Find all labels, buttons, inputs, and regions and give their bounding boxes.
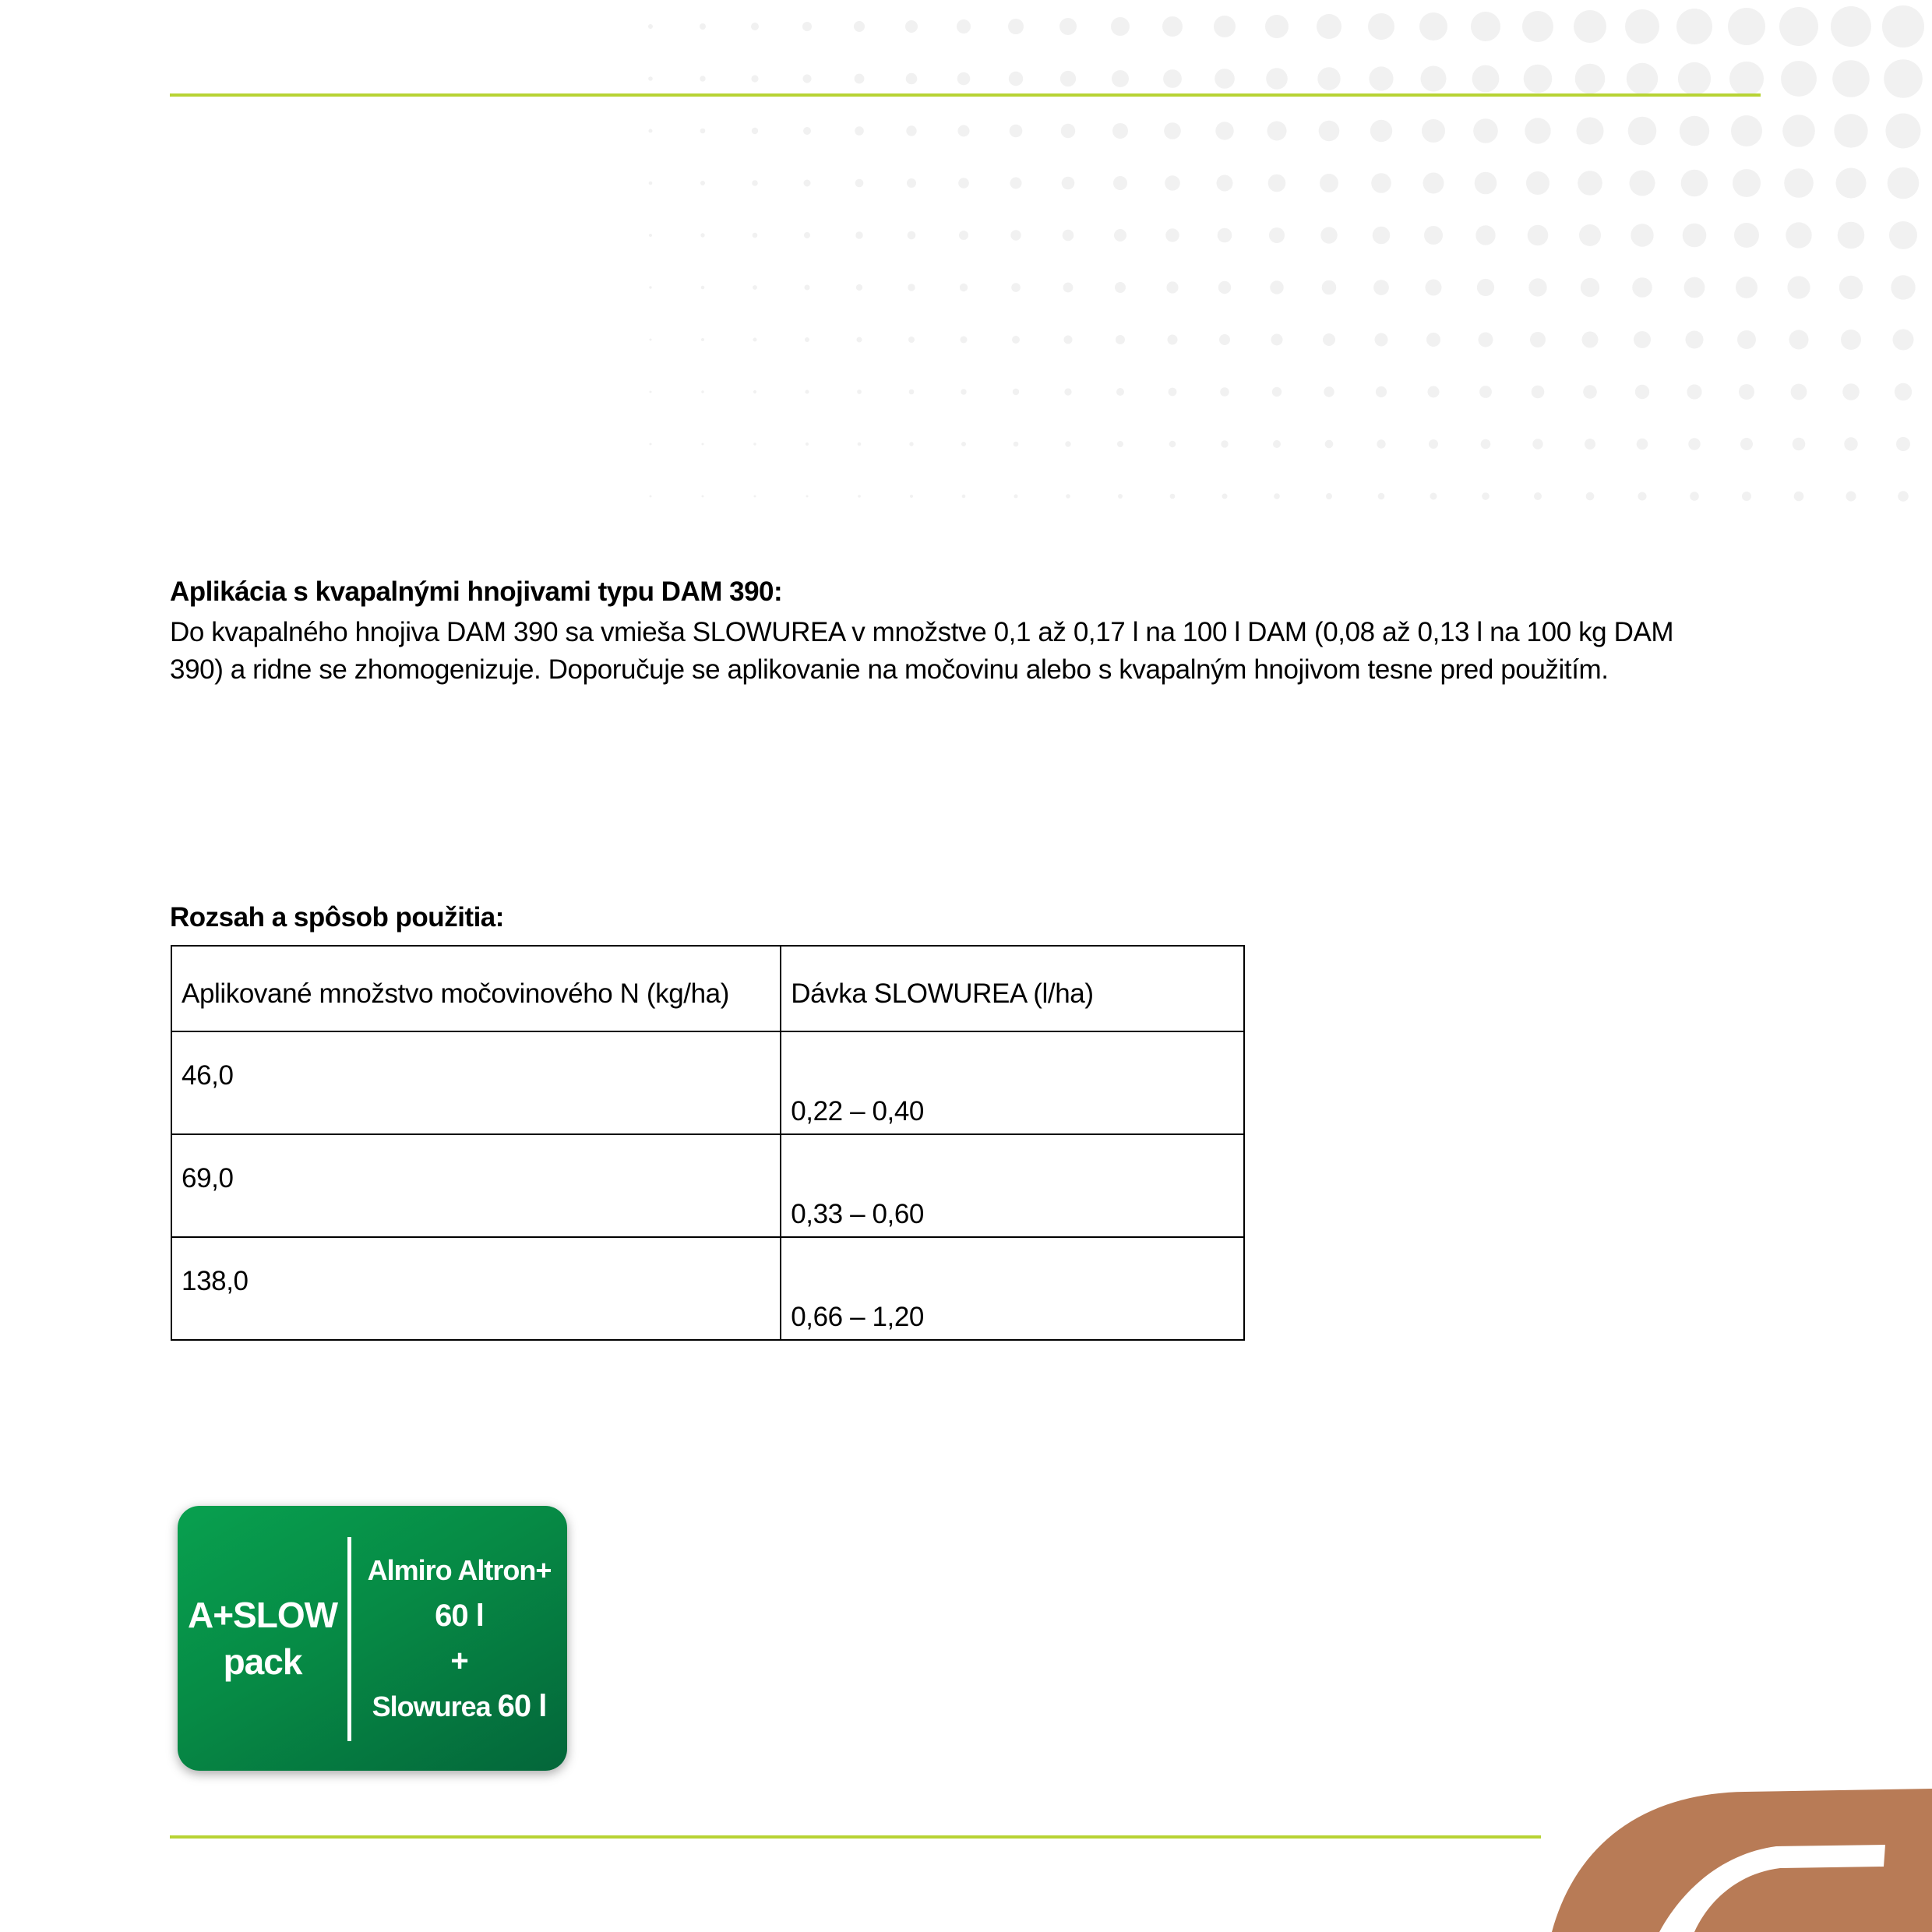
dot [1482, 492, 1490, 500]
dot [961, 442, 966, 446]
dot [1011, 283, 1021, 292]
dot [1740, 438, 1753, 450]
dot [1526, 171, 1549, 195]
dot [1789, 330, 1809, 350]
dot [855, 74, 865, 84]
dot [1846, 492, 1856, 502]
dot [958, 178, 969, 189]
table-cell: 0,22 – 0,40 [781, 1031, 1244, 1134]
dot [1373, 227, 1391, 245]
dot [1733, 169, 1761, 197]
table-header-row [171, 946, 1244, 1031]
dot [855, 231, 862, 238]
dot [752, 180, 758, 186]
dot [1060, 71, 1076, 86]
table-row [171, 1031, 1244, 1134]
dot [751, 23, 759, 30]
dot [1522, 11, 1553, 42]
dot [1471, 12, 1500, 41]
dot [702, 495, 704, 498]
dot [1214, 16, 1236, 37]
dot [1688, 438, 1700, 450]
dot [1839, 276, 1863, 299]
dot [1891, 275, 1915, 299]
dot [1628, 117, 1657, 146]
dot [957, 72, 971, 86]
dot [1373, 280, 1389, 295]
table-row [171, 1134, 1244, 1237]
dot [1169, 388, 1177, 397]
dot [1525, 118, 1550, 143]
dot [1377, 439, 1385, 448]
usage-table [171, 945, 1245, 1341]
dot [1114, 229, 1126, 242]
dot [1273, 440, 1281, 448]
dot [700, 23, 706, 30]
dot [962, 495, 966, 499]
dot [1061, 124, 1075, 138]
dot [1118, 494, 1123, 499]
dot [649, 182, 653, 185]
dot [1375, 333, 1388, 347]
table-cell: 46,0 [171, 1031, 781, 1134]
dot [1268, 175, 1286, 192]
dot [1739, 384, 1754, 400]
dot [1324, 386, 1334, 397]
dot [1272, 387, 1282, 397]
dot [1784, 168, 1814, 198]
dot [649, 234, 652, 237]
dot [1266, 68, 1288, 90]
dot [1638, 492, 1647, 501]
dot [1472, 65, 1500, 93]
dot [754, 495, 756, 498]
dot [1836, 168, 1867, 199]
pack-item1-qty: 60 l [435, 1598, 484, 1633]
dot [858, 495, 861, 498]
dot [1062, 177, 1075, 190]
dot [958, 125, 970, 137]
dot [1832, 60, 1870, 97]
dot [649, 129, 653, 133]
dot [1895, 383, 1912, 400]
dot [1475, 172, 1497, 195]
dot [1421, 66, 1447, 92]
dot [806, 442, 809, 446]
dot [1378, 493, 1385, 500]
dot [1530, 332, 1546, 347]
dot [909, 390, 915, 395]
dot [855, 126, 864, 136]
dot [1217, 175, 1233, 192]
dot [1320, 227, 1337, 243]
dot [806, 495, 809, 498]
dot [1676, 9, 1712, 44]
dot [1325, 440, 1334, 449]
dot [1428, 386, 1440, 398]
dot [1371, 173, 1391, 193]
dot [960, 284, 968, 291]
dot [1577, 118, 1604, 145]
dot [1215, 69, 1235, 89]
dot [1165, 175, 1180, 191]
dot [1683, 224, 1707, 248]
dot [805, 285, 810, 291]
dot [1479, 386, 1492, 398]
dot [1163, 69, 1182, 88]
dot [1430, 493, 1437, 500]
dot [858, 442, 862, 446]
dot [1066, 494, 1070, 499]
dot [1116, 388, 1124, 396]
pack-name-line2: pack [223, 1641, 302, 1682]
dot [1575, 64, 1606, 94]
dot [1274, 493, 1280, 499]
dot [1630, 171, 1655, 196]
dot [1882, 5, 1924, 48]
dot [1323, 333, 1335, 346]
dot-pattern-decoration [608, 0, 1932, 514]
dot [753, 338, 757, 342]
dot [1678, 62, 1711, 95]
dot [803, 75, 812, 83]
dot [1219, 334, 1230, 345]
dot [1422, 119, 1445, 143]
dot [753, 285, 757, 290]
dot [961, 337, 968, 344]
table-header-cell: Aplikované množstvo močovinového N (kg/ha) [171, 946, 781, 1031]
dot [1637, 439, 1648, 450]
dot [1886, 114, 1921, 149]
dot [1794, 492, 1804, 502]
dot [1065, 441, 1070, 446]
dot [700, 76, 705, 81]
pack-name [178, 1506, 347, 1771]
dot [650, 443, 652, 446]
pack-name-line1: A+SLOW [187, 1595, 338, 1635]
dot [1169, 441, 1176, 448]
dot [1528, 225, 1549, 246]
dot [1429, 439, 1438, 449]
dot [1781, 61, 1817, 97]
dot [1787, 276, 1810, 298]
dot [1170, 494, 1176, 499]
dot [1842, 383, 1860, 400]
table-row [171, 1237, 1244, 1340]
dot [909, 442, 913, 446]
dot [857, 337, 862, 343]
dot [1681, 170, 1708, 197]
dot [752, 128, 758, 134]
dot [1479, 333, 1493, 347]
dot [1166, 281, 1178, 293]
dot [1320, 174, 1338, 192]
dot [1064, 388, 1071, 395]
pack-contents [351, 1506, 567, 1771]
pack-item1: Almiro Altron+ [367, 1553, 552, 1586]
dot [856, 284, 862, 291]
dot [1426, 280, 1442, 296]
dot [905, 20, 918, 33]
dot [751, 75, 758, 82]
dot [702, 443, 704, 446]
dot [1116, 335, 1125, 344]
dot [1165, 228, 1179, 242]
dot [1269, 227, 1285, 243]
dot [908, 231, 916, 240]
top-accent-line [170, 93, 1761, 97]
dot [1888, 167, 1920, 199]
dot [1793, 438, 1806, 451]
pack-item2-qty: 60 l [497, 1688, 547, 1723]
dot [1532, 439, 1542, 449]
dot [908, 337, 915, 343]
table-cell: 138,0 [171, 1237, 781, 1340]
dot [1742, 492, 1751, 501]
dot [1729, 62, 1764, 96]
dot [1008, 19, 1024, 34]
dot [1376, 386, 1387, 397]
dot [1889, 221, 1917, 249]
dot [1271, 334, 1283, 346]
dot [1734, 223, 1759, 248]
dot [701, 390, 703, 393]
dot [1319, 121, 1340, 142]
dot [650, 391, 652, 393]
dot [803, 127, 811, 135]
dot [1625, 9, 1659, 44]
table-header-cell: Dávka SLOWUREA (l/ha) [781, 946, 1244, 1031]
dot [1528, 278, 1546, 296]
dot [907, 178, 916, 188]
dot [648, 24, 653, 29]
dot [1267, 122, 1287, 141]
dot [700, 129, 706, 134]
pack-item2: Slowurea [372, 1690, 491, 1722]
dot [649, 286, 651, 288]
dot [700, 233, 704, 237]
dot [1322, 280, 1337, 295]
dot [1063, 230, 1074, 242]
dot [1010, 125, 1023, 138]
dot [1419, 12, 1447, 41]
dot [908, 284, 915, 291]
dot [1782, 115, 1815, 147]
dot [1731, 115, 1762, 146]
dot [1218, 281, 1231, 294]
dot [1786, 222, 1811, 248]
dot [1524, 65, 1553, 93]
dam-section-title: Aplikácia s kvapalnými hnojivami typu DAM 390: [170, 576, 783, 607]
dot [1684, 277, 1705, 298]
dot [1579, 224, 1601, 246]
dot [1690, 492, 1699, 501]
dot [959, 231, 968, 240]
dot [1680, 116, 1709, 146]
pack-badge [178, 1506, 567, 1771]
dot [1012, 336, 1020, 344]
dot [701, 338, 704, 341]
dot [1368, 13, 1394, 40]
dot [1010, 178, 1022, 189]
dot [701, 286, 705, 290]
dot [906, 73, 918, 85]
usage-section-title: Rozsah a spôsob použitia: [170, 902, 504, 933]
dam-section-text: Do kvapalného hnojiva DAM 390 sa vmieša SLOWUREA v množstve 0,1 až 0,17 l na 100 l DAM (0,08 až 0,13 l na 100 kg DAM 390) a ridne se zhomogenizuje. Doporučuje se aplikovanie na močovinu alebo s kvapalným hnojivom tesne pred použitím. [170, 617, 1674, 685]
dot [1532, 386, 1545, 399]
brand-corner-logo [1542, 1789, 1932, 1932]
dot [1014, 495, 1018, 499]
pack-plus: + [450, 1643, 468, 1678]
dot [1317, 14, 1341, 39]
dot [957, 19, 971, 33]
dot [1168, 335, 1178, 345]
dot [1215, 122, 1233, 139]
dot [1582, 332, 1599, 348]
dot [804, 232, 810, 238]
dot [1162, 16, 1183, 37]
dot [648, 76, 653, 81]
dot [1632, 277, 1652, 298]
dot [1112, 123, 1128, 139]
dot [1059, 18, 1077, 35]
dot [1164, 122, 1181, 139]
dot [753, 390, 756, 393]
dot [1112, 70, 1129, 87]
dot [1838, 222, 1865, 249]
dot [1831, 6, 1871, 47]
table-cell: 69,0 [171, 1134, 781, 1237]
dot [1737, 330, 1756, 349]
dot [1896, 437, 1910, 451]
dot [1898, 491, 1909, 502]
bottom-accent-line [170, 1835, 1541, 1839]
dot [1779, 7, 1818, 46]
dot [1736, 277, 1757, 298]
table-cell: 0,33 – 0,60 [781, 1134, 1244, 1237]
dot [650, 495, 652, 498]
dot [1013, 389, 1019, 395]
dot [806, 390, 809, 394]
dot [1893, 330, 1914, 351]
dot [1884, 59, 1923, 98]
dot [1574, 10, 1606, 43]
dot [1791, 384, 1807, 400]
dot [1481, 439, 1491, 450]
dot [1115, 282, 1126, 293]
dot [1634, 331, 1651, 348]
dot [1326, 493, 1332, 499]
dot [857, 390, 862, 394]
dot [753, 233, 758, 238]
dot [1635, 385, 1649, 399]
dot [1578, 171, 1602, 196]
dot [1475, 225, 1495, 245]
dot [1064, 336, 1073, 344]
dot [1473, 118, 1498, 143]
dot [1111, 17, 1130, 36]
dot [1841, 330, 1861, 350]
dot [961, 389, 966, 394]
dot [1370, 120, 1392, 142]
dot [855, 179, 864, 188]
dot [1687, 384, 1701, 399]
dot [650, 339, 652, 341]
dot [1218, 228, 1232, 243]
table-cell: 0,66 – 1,20 [781, 1237, 1244, 1340]
dot [1220, 387, 1229, 397]
dot [1534, 492, 1542, 500]
dot [1010, 230, 1021, 240]
dot [1117, 441, 1123, 447]
dot [1270, 280, 1283, 294]
dot [1686, 331, 1704, 349]
dot [1113, 176, 1127, 190]
dot [1369, 66, 1393, 90]
dot [802, 22, 812, 31]
dot [1583, 385, 1597, 399]
dot [1221, 440, 1228, 447]
dot [1265, 15, 1289, 38]
dot [1728, 8, 1765, 45]
dot [854, 21, 865, 32]
dot [1014, 442, 1019, 447]
dot [753, 442, 756, 445]
dot [1317, 67, 1340, 90]
dot [805, 337, 809, 342]
dot [1631, 224, 1653, 246]
dot [906, 125, 916, 136]
dot [1844, 437, 1857, 450]
dot [910, 495, 913, 498]
dot [1581, 278, 1599, 297]
dot [1586, 492, 1595, 501]
dot [1585, 439, 1595, 450]
dot [1477, 279, 1494, 296]
dot [1834, 114, 1867, 147]
dot [1423, 173, 1444, 194]
dot [1426, 333, 1440, 347]
dot [1009, 72, 1023, 86]
dot [804, 180, 811, 187]
dot [1424, 226, 1443, 245]
dot [1063, 283, 1074, 293]
dot [1627, 63, 1658, 94]
dot [700, 181, 705, 185]
dot [1222, 494, 1228, 499]
